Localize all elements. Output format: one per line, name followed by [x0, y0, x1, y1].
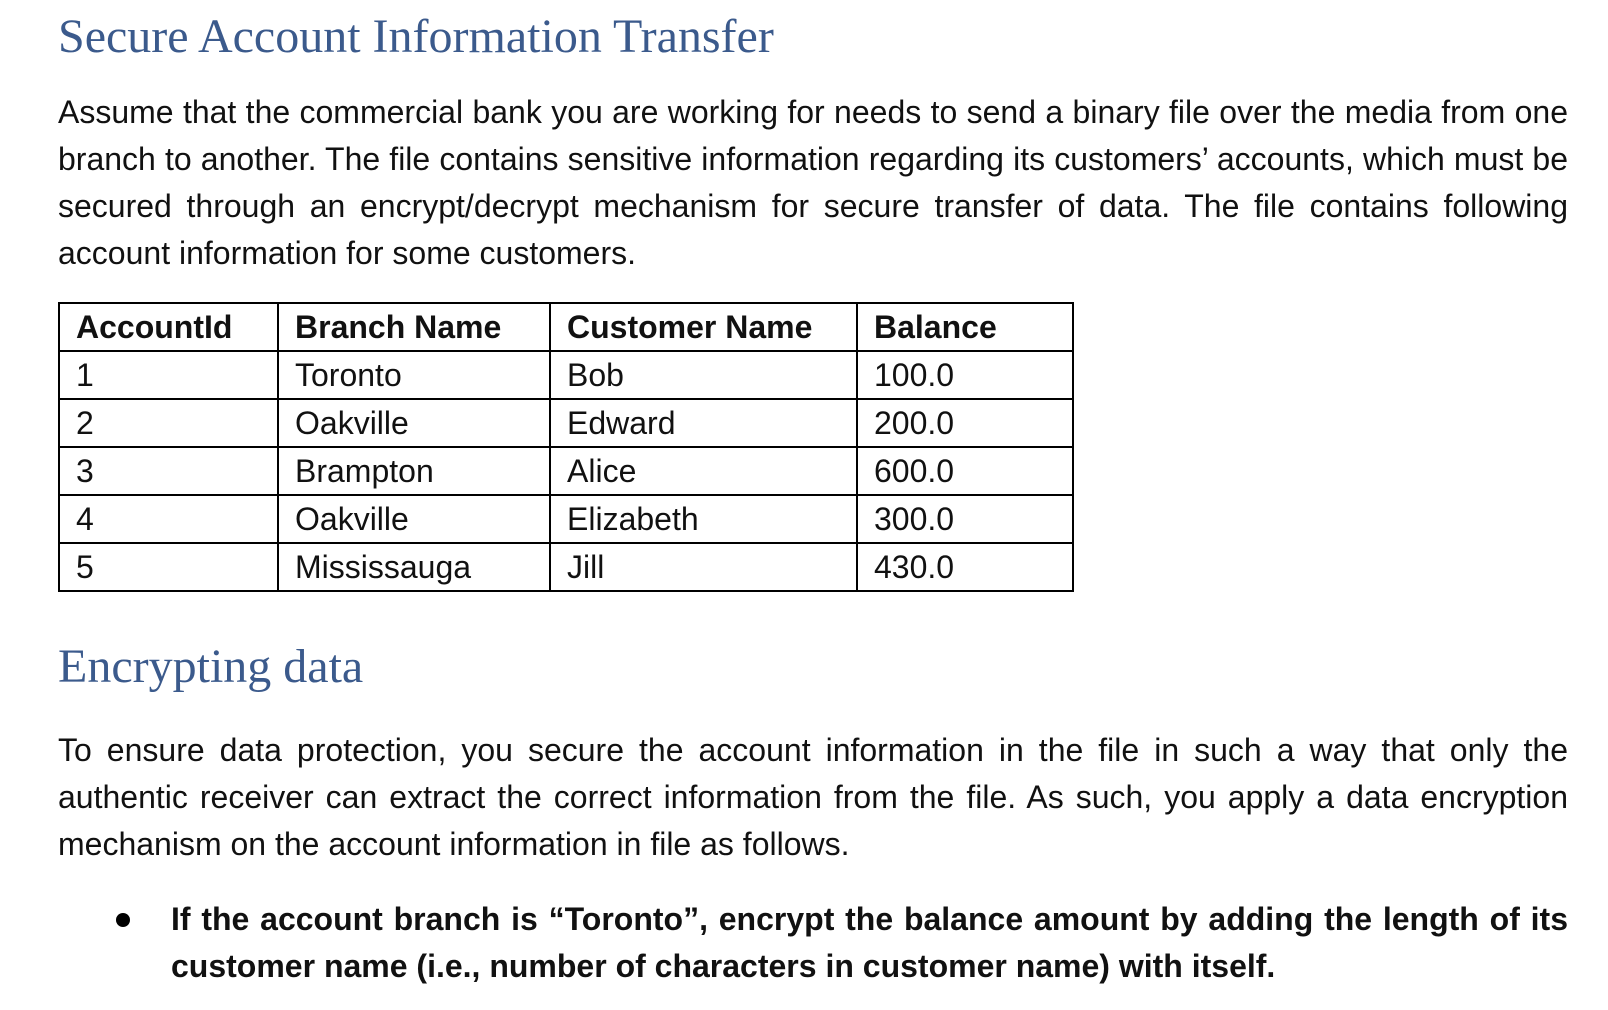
- cell-branch-name: Oakville: [278, 495, 550, 543]
- cell-customer-name: Edward: [550, 399, 857, 447]
- document-title: Secure Account Information Transfer: [58, 10, 774, 63]
- cell-customer-name: Elizabeth: [550, 495, 857, 543]
- table-row: [59, 399, 1073, 447]
- table-row: [59, 543, 1073, 591]
- cell-branch-name: Oakville: [278, 399, 550, 447]
- header-balance: Balance: [857, 303, 1073, 351]
- cell-account-id: 2: [59, 399, 278, 447]
- cell-customer-name: Jill: [550, 543, 857, 591]
- list-item-text: If the account branch is “Toronto”, encrypt the balance amount by adding the length of its customer name (i.e., number of characters in customer name) with itself.: [171, 901, 1568, 984]
- document-page: [58, 0, 1568, 990]
- bullet-icon: [116, 913, 130, 927]
- cell-balance: 300.0: [857, 495, 1073, 543]
- cell-balance: 430.0: [857, 543, 1073, 591]
- encrypting-paragraph: To ensure data protection, you secure the account information in the file in such a way that only the authentic receiver can extract the correct information from the file. As such, you apply a data encryption mechanism on the account information in file as follows.: [58, 732, 1568, 862]
- list-item: [58, 896, 1568, 990]
- accounts-table: [58, 302, 1074, 592]
- table-row: [59, 351, 1073, 399]
- cell-branch-name: Brampton: [278, 447, 550, 495]
- cell-account-id: 3: [59, 447, 278, 495]
- cell-account-id: 5: [59, 543, 278, 591]
- cell-balance: 200.0: [857, 399, 1073, 447]
- cell-balance: 100.0: [857, 351, 1073, 399]
- table-header-row: [59, 303, 1073, 351]
- cell-branch-name: Mississauga: [278, 543, 550, 591]
- cell-branch-name: Toronto: [278, 351, 550, 399]
- cell-account-id: 4: [59, 495, 278, 543]
- table-row: [59, 495, 1073, 543]
- cell-customer-name: Bob: [550, 351, 857, 399]
- cell-balance: 600.0: [857, 447, 1073, 495]
- cell-customer-name: Alice: [550, 447, 857, 495]
- header-account-id: AccountId: [59, 303, 278, 351]
- rules-list: [58, 896, 1568, 990]
- encrypting-heading: Encrypting data: [58, 640, 364, 693]
- header-branch-name: Branch Name: [278, 303, 550, 351]
- cell-account-id: 1: [59, 351, 278, 399]
- header-customer-name: Customer Name: [550, 303, 857, 351]
- table-row: [59, 447, 1073, 495]
- intro-paragraph: Assume that the commercial bank you are working for needs to send a binary file over the media from one branch to another. The file contains sensitive information regarding its customers’ accounts, which must be secured through an encrypt/decrypt mechanism for secure transfer of data. The file contains following account information for some customers.: [58, 94, 1568, 271]
